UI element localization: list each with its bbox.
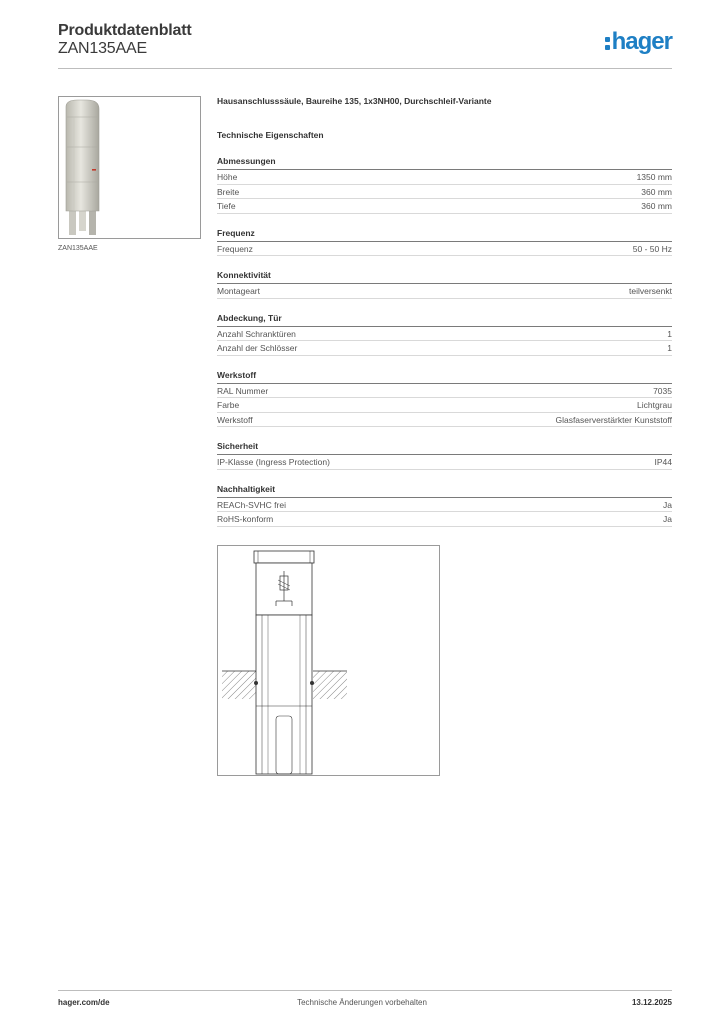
- hager-logo[interactable]: [605, 28, 672, 56]
- spec-label: Frequenz: [217, 243, 253, 254]
- spec-value: 50 - 50 Hz: [632, 243, 672, 254]
- spec-label: Tiefe: [217, 201, 236, 211]
- spec-row: [217, 413, 672, 428]
- header-divider: [58, 68, 672, 69]
- logo-text: hager: [611, 28, 672, 55]
- spec-row: [217, 341, 672, 356]
- spec-value: Glasfaserverstärkter Kunststoff: [555, 414, 672, 425]
- technical-drawing: [217, 545, 440, 776]
- spec-row: [217, 512, 672, 527]
- spec-row: [217, 398, 672, 413]
- spec-value: 1350 mm: [636, 172, 672, 182]
- spec-value: 1: [667, 343, 672, 353]
- section-title: Werkstoff: [217, 370, 672, 384]
- footer-divider: [58, 990, 672, 991]
- spec-row: [217, 498, 672, 513]
- section-title: Konnektivität: [217, 270, 672, 284]
- spec-value: Lichtgrau: [637, 400, 672, 410]
- spec-value: Ja: [663, 514, 672, 524]
- section-title: Nachhaltigkeit: [217, 484, 672, 498]
- section-cover-door: [217, 313, 672, 356]
- spec-row: [217, 284, 672, 299]
- footer-date: 13.12.2025: [631, 998, 672, 1007]
- logo-dots-icon: [605, 35, 610, 51]
- spec-row: [217, 199, 672, 214]
- spec-value: 360 mm: [641, 201, 672, 211]
- spec-label: REACh-SVHC frei: [217, 499, 286, 510]
- spec-value: IP44: [654, 457, 672, 467]
- footer-disclaimer: Technische Änderungen vorbehalten: [297, 998, 427, 1007]
- footer-website-link[interactable]: hager.com/de: [58, 998, 110, 1007]
- spec-content: [217, 96, 672, 559]
- section-frequency: [217, 228, 672, 257]
- photo-caption: ZAN135AAE: [58, 245, 98, 252]
- section-title: Abdeckung, Tür: [217, 313, 672, 327]
- spec-label: IP-Klasse (Ingress Protection): [217, 457, 330, 467]
- section-sustainability: [217, 484, 672, 527]
- pillar-photo-icon: [59, 97, 200, 238]
- spec-value: 7035: [653, 385, 672, 396]
- page-title: Produktdatenblatt: [58, 22, 192, 39]
- section-title: Frequenz: [217, 228, 672, 242]
- section-title: Abmessungen: [217, 156, 672, 170]
- spec-label: Werkstoff: [217, 414, 253, 425]
- product-photo: [58, 96, 201, 239]
- section-material: [217, 370, 672, 428]
- spec-label: Montageart: [217, 286, 260, 296]
- spec-label: Höhe: [217, 172, 238, 182]
- spec-label: Anzahl der Schlösser: [217, 343, 298, 353]
- section-dimensions: [217, 156, 672, 214]
- spec-value: Ja: [663, 499, 672, 510]
- section-safety: [217, 441, 672, 470]
- product-code: ZAN135AAE: [58, 40, 147, 57]
- spec-label: Farbe: [217, 400, 240, 410]
- spec-label: Anzahl Schranktüren: [217, 328, 296, 339]
- spec-value: teilversenkt: [629, 286, 672, 296]
- product-description: Hausanschlusssäule, Baureihe 135, 1x3NH00, Durchschleif-Variante: [217, 96, 492, 106]
- spec-label: RAL Nummer: [217, 385, 269, 396]
- spec-row: [217, 170, 672, 185]
- spec-label: RoHS-konform: [217, 514, 274, 524]
- spec-row: [217, 185, 672, 200]
- spec-row: [217, 327, 672, 342]
- spec-row: [217, 242, 672, 257]
- spec-value: 1: [667, 328, 672, 339]
- spec-value: 360 mm: [641, 186, 672, 197]
- spec-label: Breite: [217, 186, 240, 197]
- section-title: Sicherheit: [217, 441, 672, 455]
- tech-properties-title: Technische Eigenschaften: [217, 130, 324, 140]
- spec-row: [217, 384, 672, 399]
- spec-row: [217, 455, 672, 470]
- pillar-drawing-icon: [218, 546, 439, 775]
- section-connectivity: [217, 270, 672, 299]
